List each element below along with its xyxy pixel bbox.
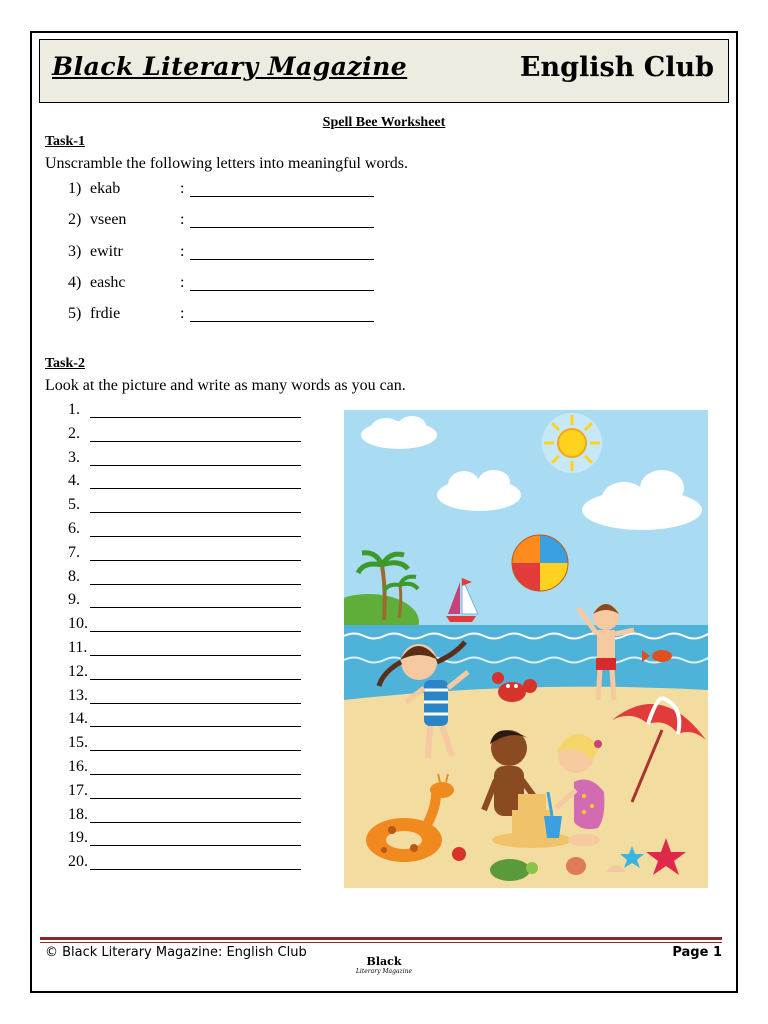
answer-line[interactable] [90, 536, 301, 537]
item-number: 4. [68, 472, 80, 490]
answer-line[interactable] [190, 290, 374, 291]
answer-line[interactable] [90, 750, 301, 751]
footer-rule [40, 937, 722, 940]
answer-line[interactable] [90, 465, 301, 466]
word-list-item [68, 758, 308, 778]
footer-logo [344, 955, 424, 975]
item-colon: : [180, 243, 185, 260]
word-list-item [68, 853, 308, 873]
item-number: 18. [68, 805, 88, 823]
worksheet-title: Spell Bee Worksheet [322, 115, 446, 130]
answer-line[interactable] [190, 321, 374, 322]
footer-copyright: © Black Literary Magazine: English Club [45, 945, 307, 960]
word-list-item [68, 829, 308, 849]
item-number: 15. [68, 734, 88, 752]
word-list-item [68, 449, 308, 469]
word-list-item [68, 734, 308, 754]
item-number: 3) [68, 243, 82, 260]
item-number: 7. [68, 543, 80, 561]
answer-line[interactable] [90, 488, 301, 489]
footer-rule-thin [40, 942, 722, 943]
answer-line[interactable] [90, 417, 301, 418]
item-number: 1) [68, 180, 82, 197]
word-list-item [68, 401, 308, 421]
word-list-item [68, 615, 308, 635]
word-list-item [68, 520, 308, 540]
word-list-item [68, 568, 308, 588]
beach-ball-icon [512, 535, 568, 591]
task2-heading: Task-2 [45, 356, 85, 371]
item-number: 12. [68, 662, 88, 680]
word-list-item [68, 687, 308, 707]
item-number: 16. [68, 758, 88, 775]
item-number: 5) [68, 305, 82, 322]
sun-icon [542, 413, 602, 473]
footer-logo-main: Black [366, 955, 402, 968]
magazine-title: Black Literary Magazine [52, 52, 408, 81]
answer-line[interactable] [190, 196, 374, 197]
club-title: English Club [519, 52, 714, 83]
word-list-item [68, 639, 308, 659]
item-number: 2) [68, 211, 82, 228]
word-list-item [68, 663, 308, 683]
item-number: 20. [68, 853, 88, 871]
task2-instruction: Look at the picture and write as many words as you can. [45, 377, 406, 394]
answer-line[interactable] [90, 607, 301, 608]
word-list-item [68, 544, 308, 564]
item-number: 11. [68, 639, 88, 656]
scrambled-word: eashc [90, 274, 126, 291]
word-list-item [68, 496, 308, 516]
item-colon: : [180, 211, 185, 228]
answer-line[interactable] [90, 631, 301, 632]
item-colon: : [180, 180, 185, 197]
task1-heading: Task-1 [45, 134, 85, 149]
answer-line[interactable] [90, 845, 301, 846]
item-number: 1. [68, 401, 80, 418]
word-list-item [68, 425, 308, 445]
item-number: 14. [68, 710, 88, 728]
item-number: 10. [68, 615, 88, 633]
task1-instruction: Unscramble the following letters into meaningful words. [45, 155, 409, 172]
item-colon: : [180, 305, 185, 322]
answer-line[interactable] [90, 726, 301, 727]
item-number: 19. [68, 829, 88, 847]
scrambled-word: ewitr [90, 243, 123, 260]
item-number: 4) [68, 274, 82, 291]
scrambled-word: ekab [90, 180, 121, 197]
footer-logo-sub: Literary Magazine [355, 968, 413, 975]
word-list-item [68, 591, 308, 611]
item-number: 3. [68, 448, 80, 466]
answer-line[interactable] [90, 679, 301, 680]
answer-line[interactable] [90, 774, 301, 775]
word-list-item [68, 472, 308, 492]
answer-line[interactable] [90, 560, 301, 561]
answer-line[interactable] [90, 441, 301, 442]
answer-line[interactable] [90, 703, 301, 704]
item-number: 9. [68, 591, 80, 609]
word-list-item [68, 782, 308, 802]
item-colon: : [180, 274, 185, 291]
item-number: 5. [68, 496, 80, 514]
answer-line[interactable] [90, 584, 301, 585]
item-number: 6. [68, 520, 80, 537]
word-list-item [68, 806, 308, 826]
footer-page-number: Page 1 [672, 945, 722, 960]
scrambled-word: frdie [90, 305, 121, 322]
item-number: 8. [68, 567, 80, 585]
word-list-item [68, 710, 308, 730]
answer-line[interactable] [190, 227, 374, 228]
beach-picture [344, 410, 708, 888]
answer-line[interactable] [90, 869, 301, 870]
item-number: 13. [68, 686, 88, 704]
answer-line[interactable] [90, 655, 301, 656]
page-header [39, 39, 729, 103]
answer-line[interactable] [90, 512, 301, 513]
answer-line[interactable] [90, 822, 301, 823]
answer-line[interactable] [190, 259, 374, 260]
item-number: 17. [68, 781, 88, 799]
scrambled-word: vseen [90, 211, 127, 228]
item-number: 2. [68, 424, 80, 442]
small-toy [452, 847, 466, 861]
answer-line[interactable] [90, 798, 301, 799]
